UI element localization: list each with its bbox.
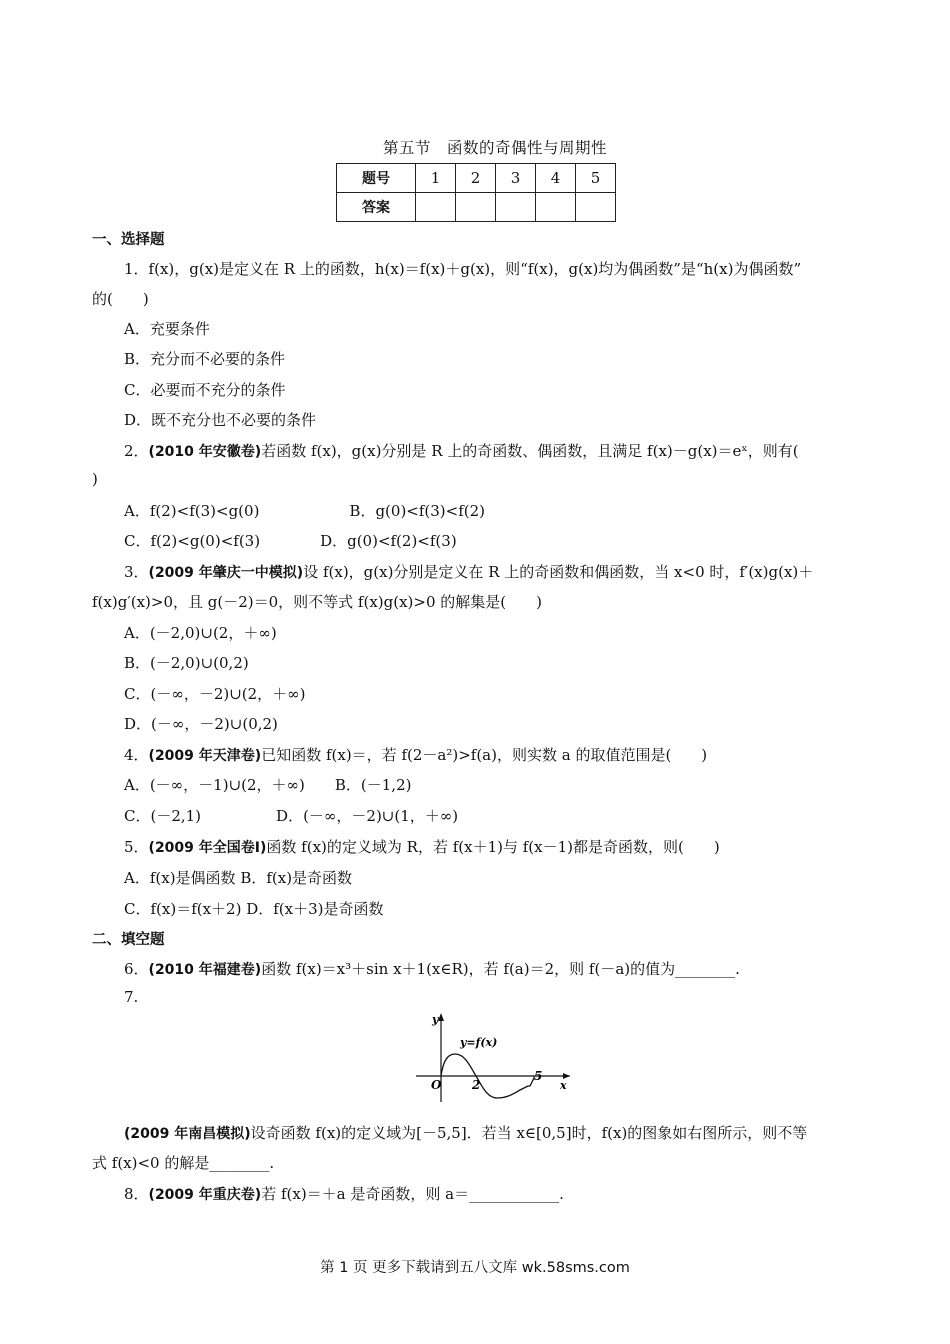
answer-table-row-numbers (337, 164, 616, 193)
question-6-source: (2010 年福建卷) (148, 962, 262, 978)
question-8-source: (2009 年重庆卷) (148, 1187, 262, 1203)
question-6-number: 6． (124, 960, 149, 978)
answer-table-number-2: 2 (456, 164, 496, 193)
question-2-number: 2． (124, 442, 149, 460)
question-7-stem (124, 1122, 807, 1143)
question-3-option-a: A．(－2,0)∪(2，＋∞) (124, 624, 277, 642)
tick-label-2: 2 (472, 1078, 481, 1092)
question-4-number: 4． (124, 746, 149, 764)
question-2-stem-cont: ) (92, 470, 98, 488)
answer-cell (416, 193, 456, 222)
question-4-options-cd: C．(－2,1) D．(－∞，－2)∪(1，＋∞) (124, 807, 459, 825)
question-4-text: 已知函数 f(x)＝，若 f(2－a²)>f(a)，则实数 a 的取值范围是( ) (261, 746, 708, 764)
question-5-source: (2009 年全国卷Ⅰ) (148, 840, 267, 856)
question-5-options-ab: A．f(x)是偶函数 B．f(x)是奇函数 (124, 869, 353, 887)
question-3-source: (2009 年肇庆一中模拟) (148, 565, 304, 581)
question-1-stem: 1．f(x)，g(x)是定义在 R 上的函数，h(x)＝f(x)＋g(x)，则“f(x)，g(x)均为偶函数”是“h(x)为偶函数” (124, 260, 802, 278)
section-heading-choice: 一、选择题 (92, 232, 165, 248)
answer-table-head-number: 题号 (337, 164, 416, 193)
question-8-text: 若 f(x)＝＋a 是奇函数，则 a＝____________. (261, 1185, 564, 1203)
question-4-source: (2009 年天津卷) (148, 748, 262, 764)
answer-table-number-3: 3 (496, 164, 536, 193)
answer-cell (456, 193, 496, 222)
question-6-text: 函数 f(x)＝x³＋sin x＋1(x∈R)，若 f(a)＝2，则 f(－a)的值为________. (261, 960, 740, 978)
answer-cell (576, 193, 616, 222)
question-4-stem (124, 744, 707, 765)
section-heading-fill: 二、填空题 (92, 932, 165, 948)
question-1-option-c: C．必要而不充分的条件 (124, 381, 286, 399)
curve-label: y=f(x) (460, 1036, 498, 1049)
question-8-stem (124, 1183, 564, 1204)
question-8-number: 8． (124, 1185, 149, 1203)
question-2-stem (124, 440, 799, 461)
question-5-stem (124, 836, 720, 857)
x-axis-label: x (560, 1079, 567, 1092)
y-axis-label: y (432, 1013, 439, 1026)
answer-cell (536, 193, 576, 222)
question-1-option-a: A．充要条件 (124, 320, 210, 338)
y-axis-arrow-icon (438, 1013, 444, 1021)
question-1-option-d: D．既不充分也不必要的条件 (124, 411, 317, 429)
question-2-options-cd: C．f(2)<g(0)<f(3) D．g(0)<f(2)<f(3) (124, 532, 457, 550)
question-2-text: 若函数 f(x)，g(x)分别是 R 上的奇函数、偶函数，且满足 f(x)－g(x)＝eˣ，则有( (261, 442, 799, 460)
question-3-option-d: D．(－∞，－2)∪(0,2) (124, 715, 278, 733)
question-5-number: 5． (124, 838, 149, 856)
function-graph (410, 1010, 580, 1106)
question-3-option-b: B．(－2,0)∪(0,2) (124, 654, 249, 672)
question-1-stem-cont: 的( ) (92, 290, 149, 308)
question-1-option-b: B．充分而不必要的条件 (124, 350, 286, 368)
question-3-stem-cont: f(x)g′(x)>0，且 g(－2)＝0，则不等式 f(x)g(x)>0 的解集是( ) (92, 593, 542, 611)
page-footer: 第 1 页 更多下载请到五八文库 wk.58sms.com (320, 1260, 630, 1276)
question-5-options-cd: C．f(x)＝f(x＋2) D．f(x＋3)是奇函数 (124, 900, 384, 918)
question-3-number: 3． (124, 563, 149, 581)
question-3-option-c: C．(－∞，－2)∪(2，＋∞) (124, 685, 306, 703)
question-5-text: 函数 f(x)的定义域为 R，若 f(x＋1)与 f(x－1)都是奇函数，则( ) (266, 838, 720, 856)
question-6-stem (124, 958, 740, 979)
answer-table-head-answer: 答案 (337, 193, 416, 222)
question-4-options-ab: A．(－∞，－1)∪(2，＋∞) B．(－1,2) (124, 776, 412, 794)
question-7-text: 设奇函数 f(x)的定义域为[－5,5]．若当 x∈[0,5]时，f(x)的图象如右图所示，则不等 (250, 1124, 808, 1142)
question-7-stem-cont: 式 f(x)<0 的解是________. (92, 1154, 275, 1172)
question-7-number: 7. (124, 988, 139, 1006)
tick-label-5: 5 (534, 1069, 543, 1083)
question-2-source: (2010 年安徽卷) (148, 444, 262, 460)
question-7-source: (2009 年南昌模拟) (124, 1126, 251, 1142)
origin-label: O (431, 1078, 442, 1092)
answer-table-row-answers (337, 193, 616, 222)
question-3-stem (124, 561, 813, 582)
answer-table-number-1: 1 (416, 164, 456, 193)
answer-table-number-5: 5 (576, 164, 616, 193)
question-2-options-ab: A．f(2)<f(3)<g(0) B．g(0)<f(3)<f(2) (124, 502, 486, 520)
answer-cell (496, 193, 536, 222)
answer-table (336, 163, 616, 222)
page-title: 第五节 函数的奇偶性与周期性 (382, 139, 607, 157)
answer-table-number-4: 4 (536, 164, 576, 193)
question-3-text: 设 f(x)，g(x)分别是定义在 R 上的奇函数和偶函数，当 x<0 时，f′(x)g(x)＋ (303, 563, 814, 581)
